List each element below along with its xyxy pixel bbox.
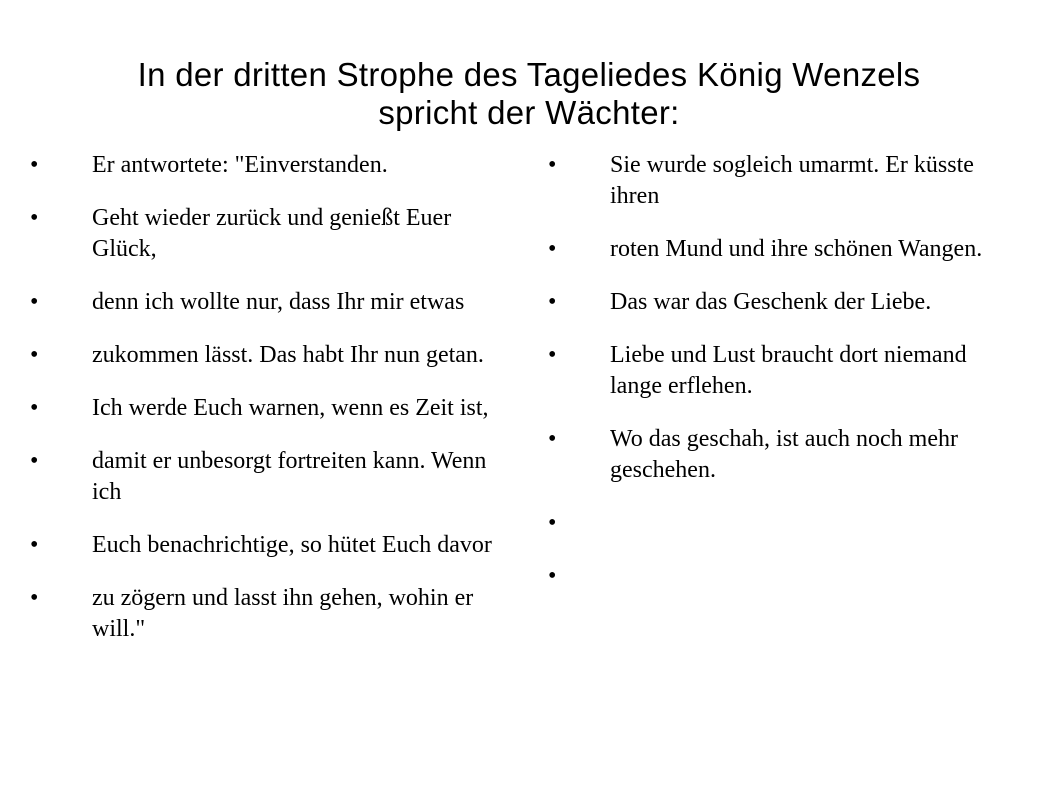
bullet-icon: • [30, 205, 39, 231]
list-item-empty [548, 508, 1018, 539]
list-item-text: zukommen lässt. Das habt Ihr nun getan. [92, 342, 484, 368]
list-item [30, 446, 520, 508]
list-item-text: Das war das Geschenk der Liebe. [610, 289, 932, 315]
bullet-icon: • [30, 448, 39, 474]
bullet-icon: • [548, 426, 557, 452]
bullet-icon: • [30, 289, 39, 315]
list-item [548, 234, 1018, 265]
list-item [30, 340, 520, 371]
bullet-icon: • [548, 236, 557, 262]
list-item [548, 424, 1018, 486]
list-item [548, 287, 1018, 318]
bullet-icon: • [548, 289, 557, 315]
slide-title [60, 56, 998, 132]
list-item-text: damit er unbesorgt fortreiten kann. Wenn ich [92, 448, 487, 505]
list-item [548, 340, 1018, 402]
bullet-icon: • [30, 532, 39, 558]
bullet-icon: • [548, 510, 557, 536]
list-item [548, 150, 1018, 212]
list-item-text: Wo das geschah, ist auch noch mehr geschehen. [610, 426, 958, 483]
bullet-icon: • [30, 152, 39, 178]
list-item-text: denn ich wollte nur, dass Ihr mir etwas [92, 289, 465, 315]
left-bullet-list [30, 150, 520, 667]
list-item-text: Euch benachrichtige, so hütet Euch davor [92, 532, 492, 558]
list-item-text: roten Mund und ihre schönen Wangen. [610, 236, 983, 262]
bullet-icon: • [548, 152, 557, 178]
list-item-text: zu zögern und lasst ihn gehen, wohin er will." [92, 585, 474, 642]
bullet-icon: • [548, 563, 557, 589]
list-item-text: Er antwortete: "Einverstanden. [92, 152, 388, 178]
bullet-icon: • [30, 342, 39, 368]
list-item [30, 203, 520, 265]
list-item-text: Ich werde Euch warnen, wenn es Zeit ist, [92, 395, 489, 421]
title-line-2: spricht der Wächter: [378, 94, 680, 131]
list-item [30, 150, 520, 181]
list-item-text: Geht wieder zurück und genießt Euer Glück, [92, 205, 452, 262]
bullet-icon: • [548, 342, 557, 368]
title-line-1: In der dritten Strophe des Tageliedes König Wenzels [137, 56, 921, 93]
list-item-text: Liebe und Lust braucht dort niemand lange erflehen. [610, 342, 967, 399]
bullet-icon: • [30, 585, 39, 611]
list-item [30, 583, 520, 645]
list-item [30, 530, 520, 561]
list-item-empty [548, 561, 1018, 592]
list-item [30, 393, 520, 424]
list-item [30, 287, 520, 318]
right-bullet-list [548, 150, 1018, 614]
list-item-text: Sie wurde sogleich umarmt. Er küsste ihren [610, 152, 974, 209]
bullet-icon: • [30, 395, 39, 421]
